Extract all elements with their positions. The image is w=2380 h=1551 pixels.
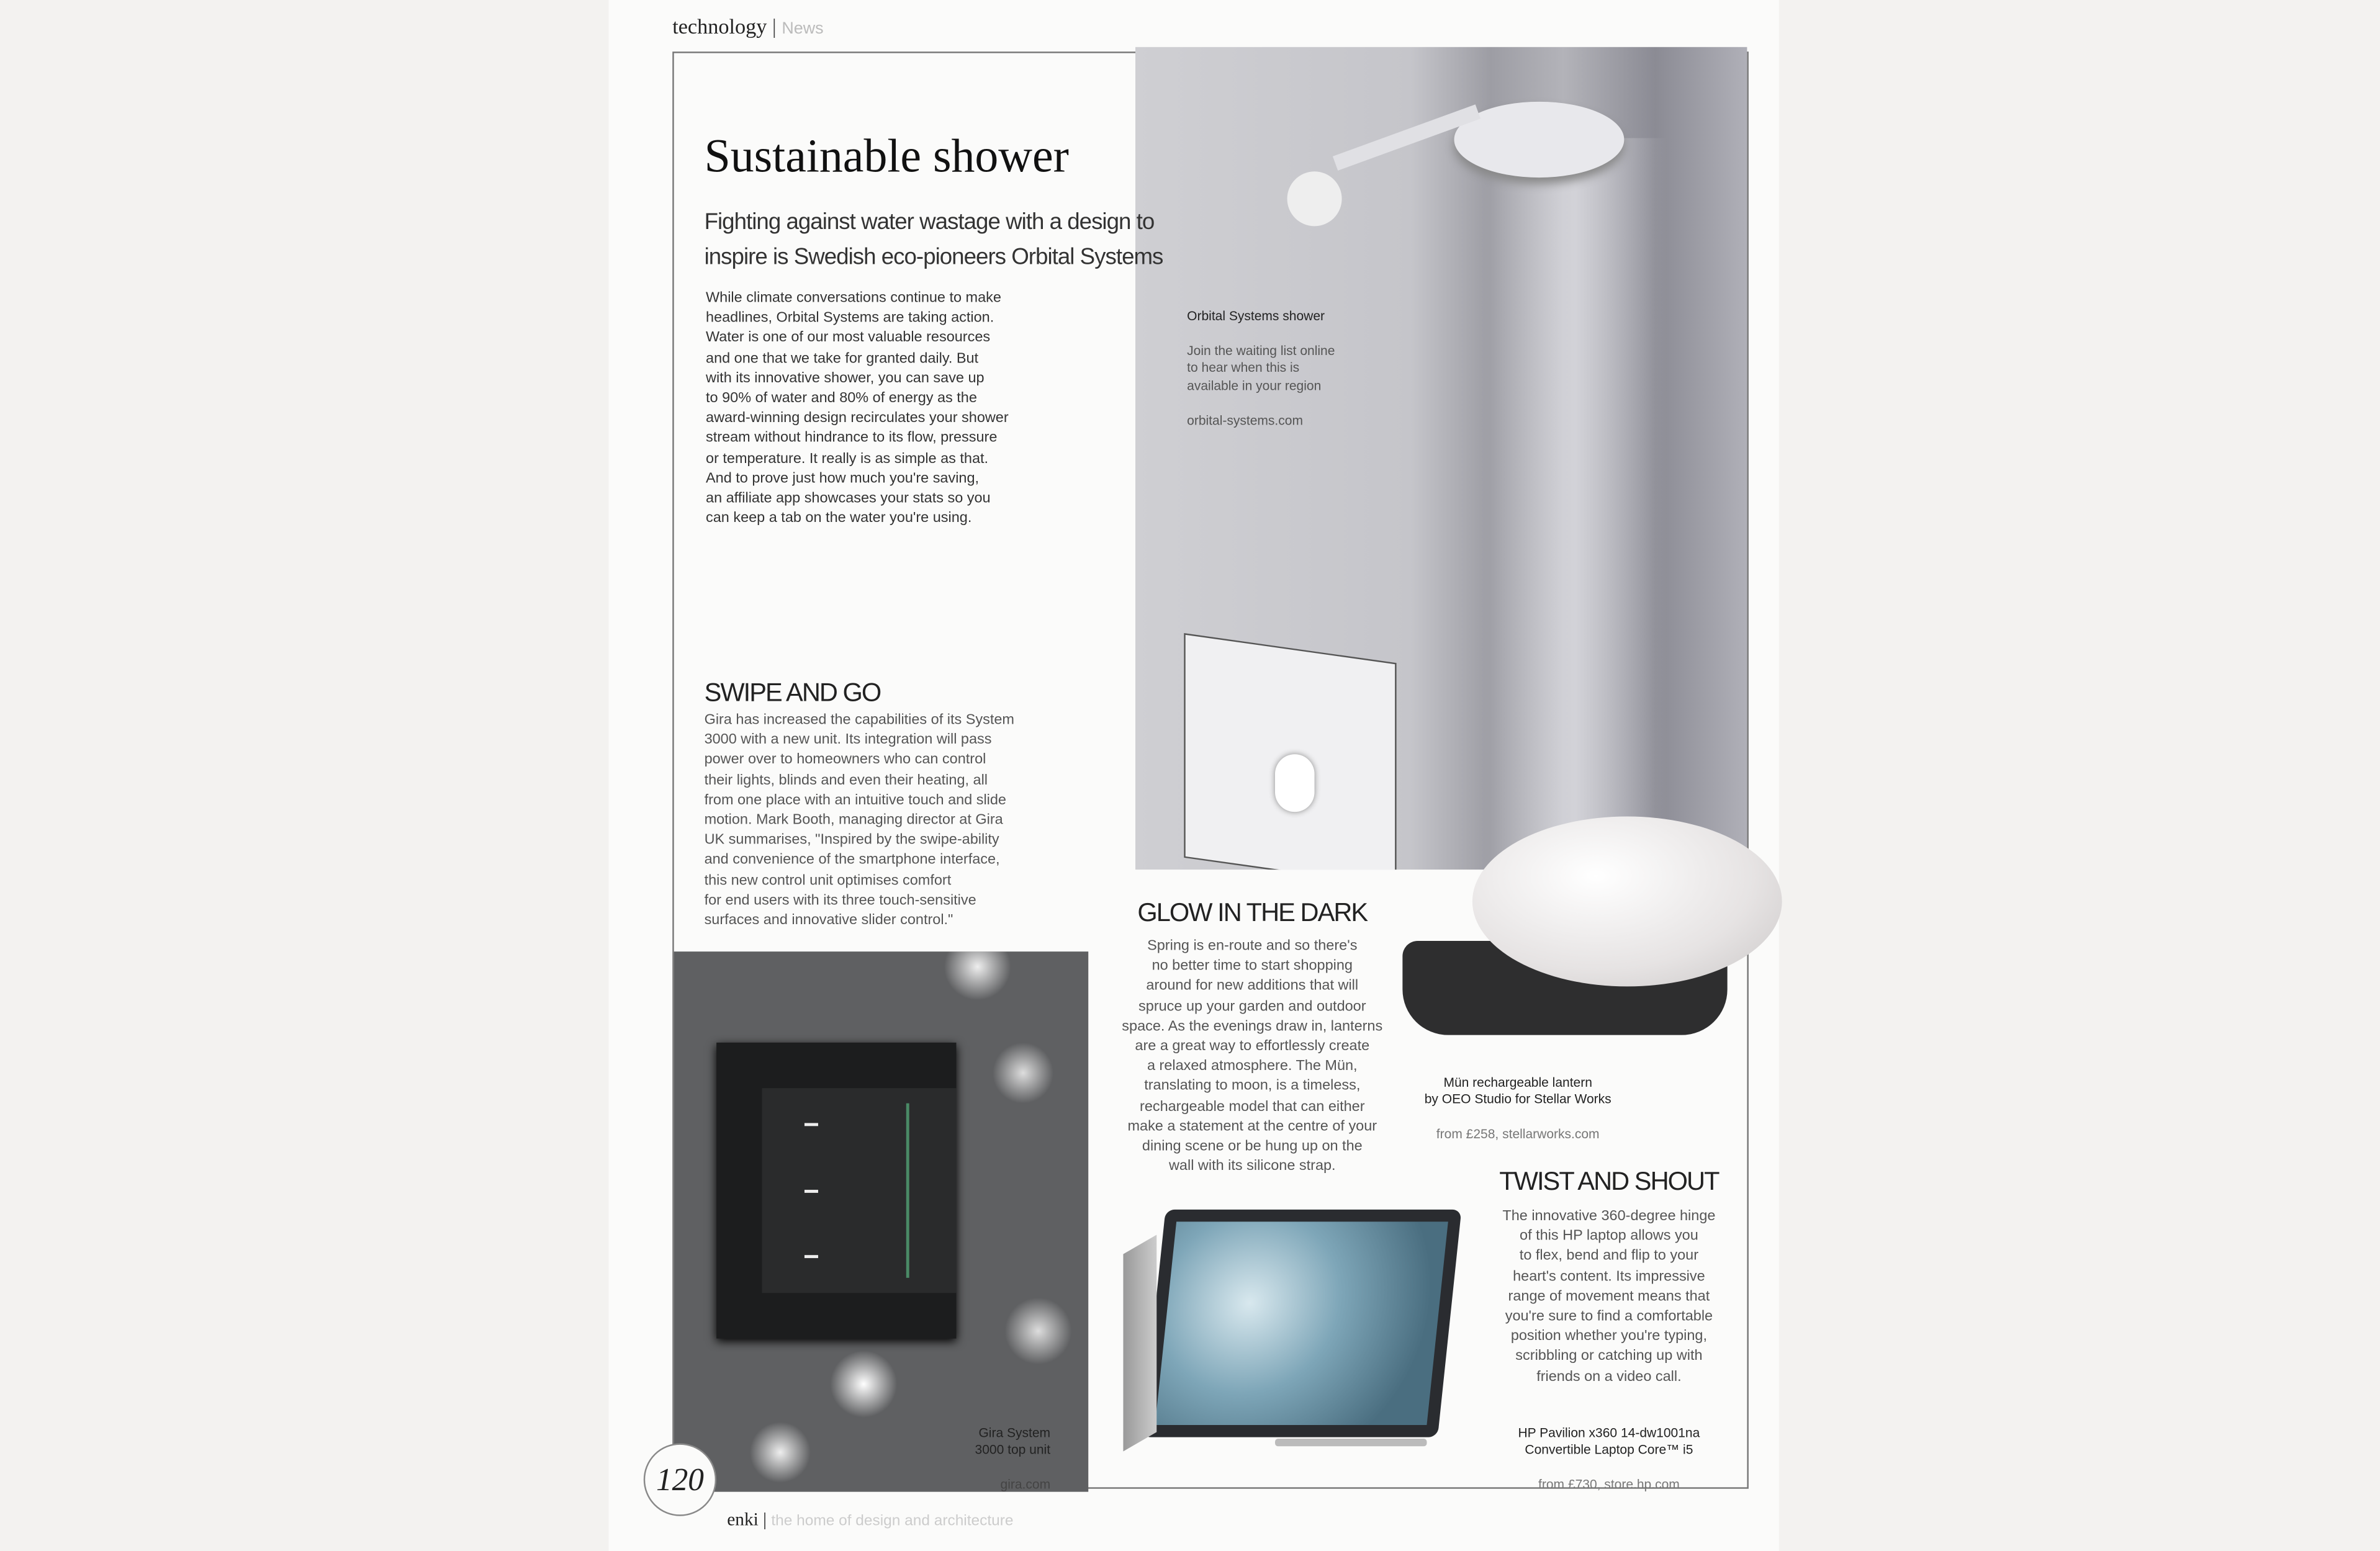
laptop-photo	[1142, 1210, 1461, 1437]
caption-link[interactable]: orbital-systems.com	[1187, 411, 1303, 428]
caption-title: Gira System 3000 top unit	[975, 1424, 1051, 1457]
brand-name: enki	[727, 1508, 759, 1530]
shower-caption	[1187, 290, 1335, 447]
caption-link[interactable]: gira.com	[1000, 1477, 1051, 1492]
section-label: technology	[672, 16, 767, 40]
shower-head	[1454, 102, 1625, 178]
shower-photo	[1135, 47, 1747, 870]
gira-switch	[716, 1043, 956, 1339]
swipe-heading: SWIPE AND GO	[704, 678, 881, 708]
caption-title: Orbital Systems shower	[1187, 307, 1325, 323]
standfirst: Fighting against water wastage with a design to inspire is Swedish eco-pioneers Orbital Systems	[704, 209, 1163, 271]
laptop-caption	[1495, 1407, 1723, 1512]
swipe-body: Gira has increased the capabilities of its System 3000 with a new unit. Its integration will pass power over to homeowners who can control their lights, blinds and even their heating, all from one place with an intuitive touch and slide motion. Mark Booth, managing director at Gira UK summarises, "Inspired by the swipe-ability and convenience of the smartphone interface, this new control unit optimises comfort for end users with its three touch-sensitive surfaces and innovative slider control."	[704, 711, 1014, 929]
glow-body: Spring is en-route and so there's no better time to start shopping around for new additions that will spruce up your garden and outdoor space. As the evenings draw in, lanterns are a great way to effortlessly create a relaxed atmosphere. The Mün, translating to moon, is a timeless, rechargeable model that can either make a statement at the centre of your dining scene or be hung up on the wall with its silicone strap.	[1122, 938, 1383, 1176]
article-body: While climate conversations continue to make headlines, Orbital Systems are taking action. Water is one of our most valuable resources and one that we take for granted daily. But with its innovative shower, you can save up to 90% of water and 80% of energy as the award-winning design recirculates your shower stream without hindrance to its flow, pressure or temperature. It really is as simple as that. And to prove just how much you're saving, an affiliate app showcases your stats so you can keep a tab on the water you're using.	[706, 290, 1009, 528]
section-header: technology | News	[672, 16, 824, 40]
control-panel	[1184, 633, 1396, 870]
caption-text: Join the waiting list online to hear when this is available in your region	[1187, 342, 1335, 393]
caption-link[interactable]: from £258, stellarworks.com	[1436, 1126, 1600, 1141]
lantern-photo	[1472, 817, 1782, 987]
gira-caption	[911, 1407, 1050, 1512]
glow-heading: GLOW IN THE DARK	[1137, 898, 1368, 928]
caption-title: HP Pavilion x360 14-dw1001na Convertible Laptop Core™ i5	[1518, 1424, 1700, 1457]
footer: enki | the home of design and architecture	[727, 1508, 1014, 1530]
article-title: Sustainable shower	[704, 128, 1069, 182]
twist-heading: TWIST AND SHOUT	[1499, 1167, 1719, 1196]
lantern-caption	[1397, 1056, 1639, 1161]
subsection-label: News	[782, 19, 824, 38]
caption-title: Mün rechargeable lantern by OEO Studio for Stellar Works	[1424, 1073, 1611, 1107]
twist-body: The innovative 360-degree hinge of this HP laptop allows you to flex, bend and flip to your heart's content. Its impressive range of movement means that you're sure to find a comfortable position whether you're typing, scribbling or catching up with friends on a video call.	[1502, 1208, 1716, 1385]
tagline: the home of design and architecture	[771, 1513, 1014, 1530]
caption-link[interactable]: from £730, store.hp.com	[1538, 1477, 1680, 1492]
page-number: 120	[644, 1443, 716, 1516]
